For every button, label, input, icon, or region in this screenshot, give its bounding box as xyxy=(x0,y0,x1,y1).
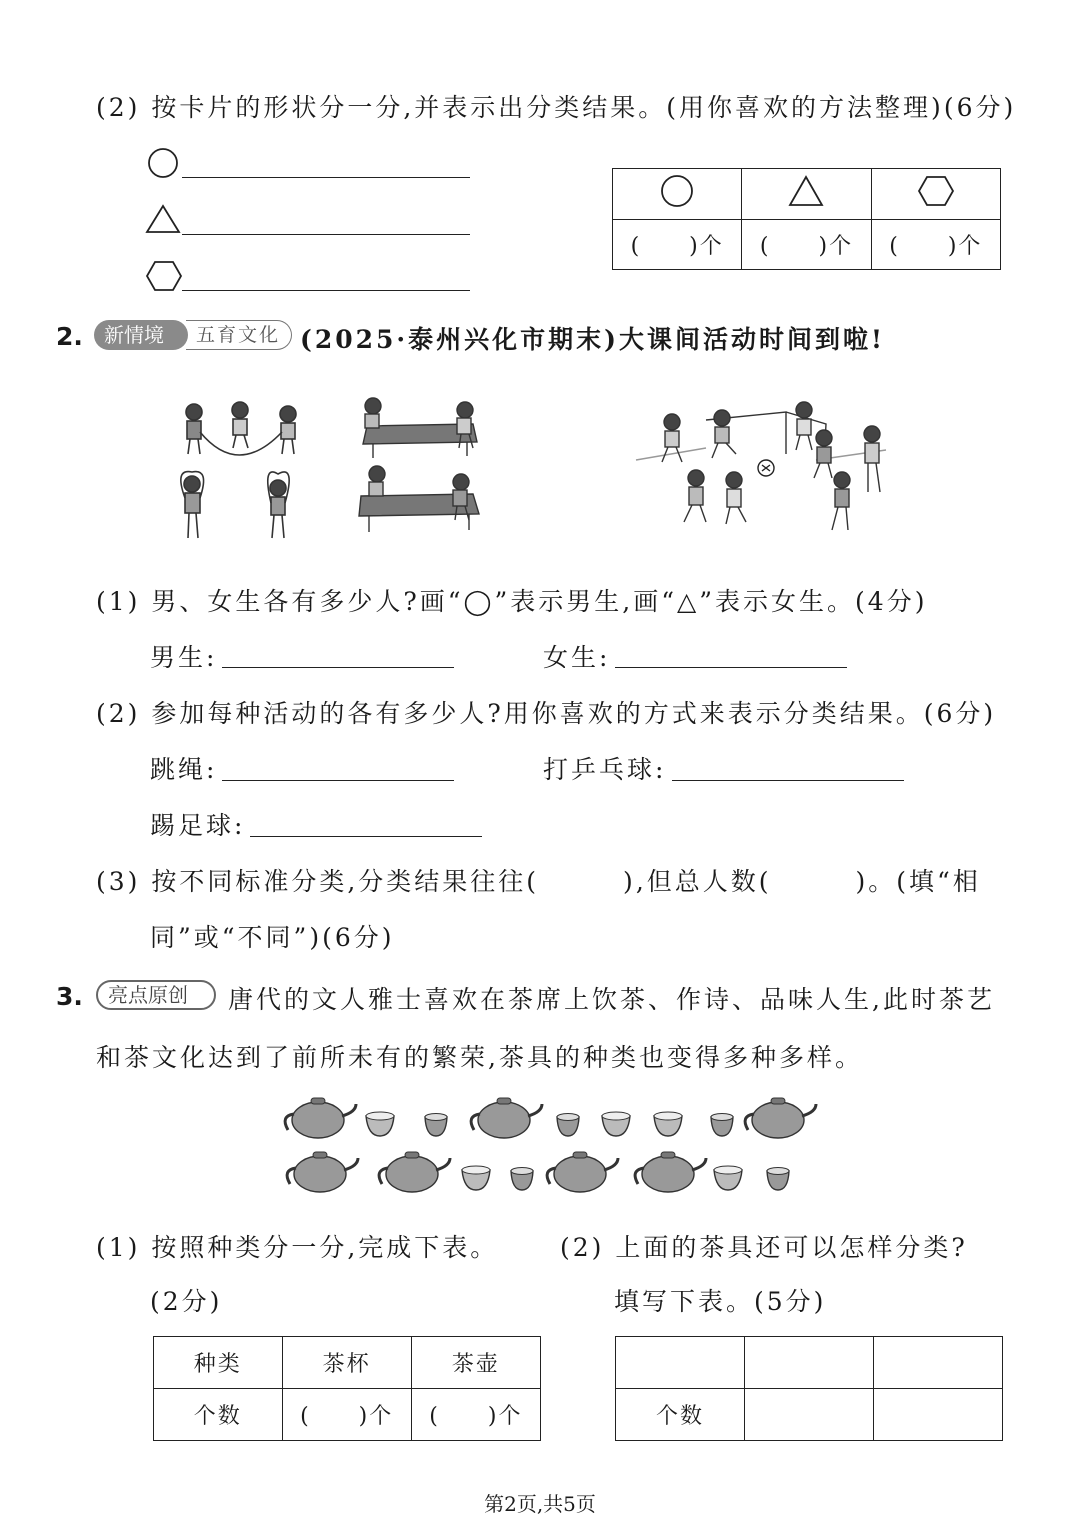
q1-part2-text: (2) 按卡片的形状分一分,并表示出分类结果。(用你喜欢的方法整理)(6分) xyxy=(96,93,1017,122)
q3-part2-line2: 填写下表。(5分) xyxy=(614,1287,827,1316)
q2-part1-text: (1) 男、女生各有多少人?画“◯”表示男生,画“△”表示女生。(4分) xyxy=(96,587,928,616)
table1-header-type: 种类 xyxy=(154,1337,283,1389)
tea-type-table xyxy=(153,1336,541,1441)
table2-count-cell-2[interactable] xyxy=(874,1389,1003,1441)
q2-part3-line1: (3) 按不同标准分类,分类结果往往( ),但总人数( )。(填“相 xyxy=(96,867,981,896)
shape-count-table xyxy=(612,168,1001,270)
circle-icon xyxy=(149,149,177,177)
q2-part3-line2: 同”或“不同”)(6分) xyxy=(150,923,395,952)
teapot xyxy=(547,1152,618,1192)
jump-rope-illustration xyxy=(178,398,308,548)
circle-answer-line[interactable] xyxy=(182,177,470,178)
soccer-answer-line[interactable] xyxy=(250,836,482,837)
jump-rope-answer-line[interactable] xyxy=(222,780,454,781)
hexagon-answer-line[interactable] xyxy=(182,290,470,291)
table2-header-cat2[interactable] xyxy=(874,1337,1003,1389)
teacup xyxy=(767,1168,789,1191)
new-situation-badge: 新情境 xyxy=(94,320,188,350)
circle-icon xyxy=(659,174,695,208)
teapot xyxy=(635,1152,706,1192)
table1-header-pots: 茶壶 xyxy=(411,1337,540,1389)
pingpong-answer-line[interactable] xyxy=(672,780,904,781)
alt-classification-table xyxy=(615,1336,1003,1441)
table2-header-cat1[interactable] xyxy=(745,1337,874,1389)
triangle-icon xyxy=(147,206,179,232)
teacup xyxy=(462,1166,490,1190)
triangle-answer-line[interactable] xyxy=(182,234,470,235)
teapot xyxy=(745,1098,816,1138)
q3-part1-line2: (2分) xyxy=(150,1287,223,1316)
table2-row-label: 个数 xyxy=(616,1389,745,1441)
hexagon-icon xyxy=(917,174,955,208)
page-footer: 第2页,共5页 xyxy=(484,1492,596,1516)
girls-label: 女生: xyxy=(543,643,611,672)
cups-count-cell[interactable]: ( )个 xyxy=(282,1389,411,1441)
jump-rope-label: 跳绳: xyxy=(150,755,218,784)
boys-label: 男生: xyxy=(150,643,218,672)
teapot xyxy=(379,1152,450,1192)
girls-answer-line[interactable] xyxy=(615,667,847,668)
q2-title: (2025·泰州兴化市期末)大课间活动时间到啦! xyxy=(300,325,885,354)
teapot xyxy=(471,1098,542,1138)
pingpong-label: 打乒乓球: xyxy=(543,755,667,784)
table1-header-cups: 茶杯 xyxy=(282,1337,411,1389)
hexagon-count-cell[interactable]: ( )个 xyxy=(871,219,1000,270)
soccer-illustration xyxy=(636,398,906,538)
q3-intro-line2: 和茶文化达到了前所未有的繁荣,茶具的种类也变得多种多样。 xyxy=(96,1043,863,1072)
shape-legend xyxy=(146,146,186,296)
q3-part1-line1: (1) 按照种类分一分,完成下表。 xyxy=(96,1233,499,1262)
teacup xyxy=(366,1112,394,1136)
teacup xyxy=(557,1114,579,1137)
table2-count-cell-1[interactable] xyxy=(745,1389,874,1441)
teapot xyxy=(285,1098,356,1138)
teacup xyxy=(714,1166,742,1190)
teacup xyxy=(425,1114,447,1137)
q3-part2-line1: (2) 上面的茶具还可以怎样分类? xyxy=(560,1233,968,1262)
five-education-badge: 五育文化 xyxy=(186,320,292,350)
hexagon-icon xyxy=(147,262,181,290)
teapot xyxy=(287,1152,358,1192)
teacup xyxy=(711,1114,733,1137)
q3-intro-line1: 唐代的文人雅士喜欢在茶席上饮茶、作诗、品味人生,此时茶艺 xyxy=(228,985,995,1014)
soccer-label: 踢足球: xyxy=(150,811,246,840)
circle-count-cell[interactable]: ( )个 xyxy=(613,219,742,270)
table-tennis-illustration xyxy=(355,396,485,546)
triangle-count-cell[interactable]: ( )个 xyxy=(742,219,871,270)
q2-part2-text: (2) 参加每种活动的各有多少人?用你喜欢的方式来表示分类结果。(6分) xyxy=(96,699,997,728)
teacup xyxy=(511,1168,533,1191)
teacup xyxy=(654,1112,682,1136)
triangle-icon xyxy=(788,174,824,208)
table1-row-label: 个数 xyxy=(154,1389,283,1441)
boys-answer-line[interactable] xyxy=(222,667,454,668)
original-badge: 亮点原创 xyxy=(96,980,216,1010)
pots-count-cell[interactable]: ( )个 xyxy=(411,1389,540,1441)
q3-number: 3. xyxy=(56,982,83,1011)
table2-header-blank[interactable] xyxy=(616,1337,745,1389)
q2-number: 2. xyxy=(56,322,83,351)
teacup xyxy=(602,1112,630,1136)
tea-set-illustration xyxy=(284,1090,814,1200)
